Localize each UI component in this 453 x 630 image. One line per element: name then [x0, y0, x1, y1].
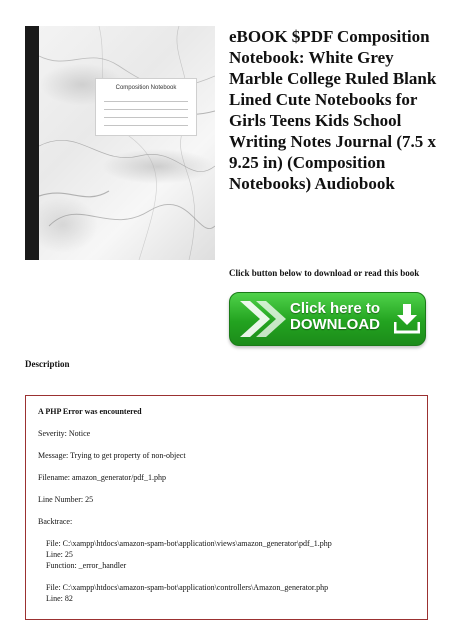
download-button[interactable]: [229, 292, 426, 346]
backtrace-file: File: C:\xampp\htdocs\amazon-spam-bot\application\views\amazon_generator\pdf_1.php: [46, 539, 332, 548]
backtrace-line: Line: 25: [46, 550, 73, 559]
error-filename: Filename: amazon_generator/pdf_1.php: [38, 473, 166, 482]
download-arrow-icon: [394, 304, 420, 334]
marble-texture: [39, 26, 215, 260]
error-line-number: Line Number: 25: [38, 495, 94, 504]
double-chevron-icon: [238, 299, 288, 339]
cover-label-line: [104, 109, 188, 110]
cover-label-line: [104, 125, 188, 126]
cover-label-line: [104, 101, 188, 102]
error-heading: A PHP Error was encountered: [38, 407, 142, 416]
error-backtrace-label: Backtrace:: [38, 517, 73, 526]
book-cover-image: [25, 26, 215, 260]
cover-label-title: Composition Notebook: [115, 85, 177, 91]
error-message: Message: Trying to get property of non-object: [38, 451, 186, 460]
backtrace-line: Line: 82: [46, 594, 73, 603]
backtrace-function: Function: _error_handler: [46, 561, 127, 570]
php-error-box: [25, 395, 428, 620]
error-severity: Severity: Notice: [38, 429, 91, 438]
cover-label: [95, 78, 197, 136]
cover-label-line: [104, 117, 188, 118]
backtrace-file: File: C:\xampp\htdocs\amazon-spam-bot\application\controllers\Amazon_generator.php: [46, 583, 329, 592]
book-title: eBOOK $PDF Composition Notebook: White Grey Marble College Ruled Blank Lined Cute Notebooks for Girls Teens Kids School Writing Notes Journal (7.5 x 9.25 in) (Composition Notebooks) Audiobook: [229, 27, 437, 193]
cover-spine: [25, 26, 39, 260]
description-heading: Description: [25, 359, 70, 369]
download-button-label-top: Click here to: [290, 300, 381, 317]
download-instructions: Click button below to download or read this book: [229, 268, 420, 278]
download-button-label-bottom: DOWNLOAD: [290, 316, 380, 333]
